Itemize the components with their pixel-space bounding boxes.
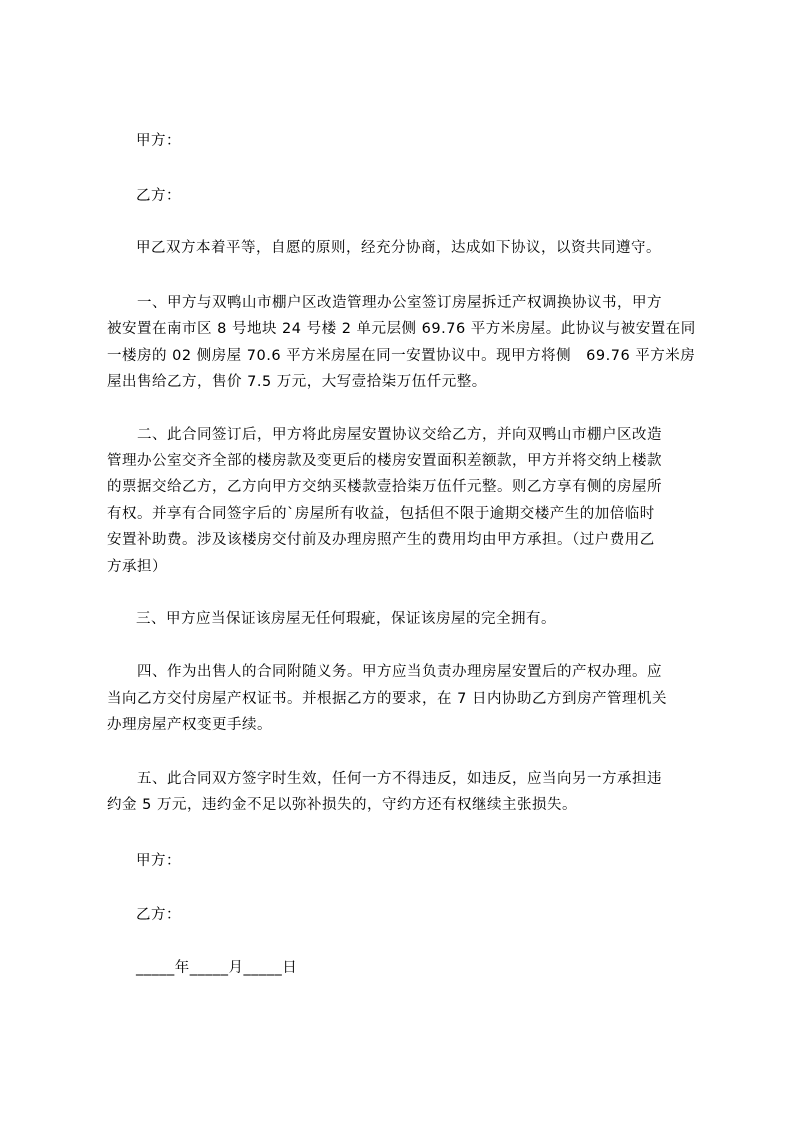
clause5-line-1: 五、此合同双方签字时生效，任何一方不得违反，如违反，应当向另一方承担违 — [137, 771, 662, 787]
signature-date: _____年_____月_____日 — [136, 960, 298, 976]
clause3-line-1: 三、甲方应当保证该房屋无任何瑕疵，保证该房屋的完全拥有。 — [136, 611, 556, 627]
clause2-line-2: 管理办公室交齐全部的楼房款及变更后的楼房安置面积差额款，甲方并将交纳上楼款 — [107, 453, 662, 469]
intro-paragraph: 甲乙双方本着平等，自愿的原则，经充分协商，达成如下协议，以资共同遵守。 — [136, 240, 661, 256]
signature-party-a: 甲方： — [136, 853, 181, 869]
signature-party-b: 乙方： — [136, 907, 181, 923]
clause2-line-6: 方承担） — [107, 559, 167, 575]
clause1-line-3: 一楼房的 02 侧房屋 70.6 平方米房屋在同一安置协议中。现甲方将侧 69.76 平方米房 — [107, 348, 696, 364]
clause4-line-3: 办理房屋产权变更手续。 — [107, 717, 272, 733]
header-party-b: 乙方： — [136, 188, 181, 204]
clause2-line-4: 有权。并享有合同签字后的`房屋所有收益，包括但不限于逾期交楼产生的加倍临时 — [107, 506, 655, 522]
clause2-line-5: 安置补助费。涉及该楼房交付前及办理房照产生的费用均由甲方承担。（过户费用乙 — [107, 532, 655, 548]
clause1-line-4: 屋出售给乙方，售价 7.5 万元，大写壹拾柒万伍仟元整。 — [107, 374, 487, 390]
clause2-line-3: 的票据交给乙方，乙方向甲方交纳买楼款壹拾柒万伍仟元整。则乙方享有侧的房屋所 — [107, 479, 662, 495]
clause1-line-2: 被安置在南市区 8 号地块 24 号楼 2 单元层侧 69.76 平方米房屋。此协议与被安置在同 — [107, 321, 696, 337]
clause2-line-1: 二、此合同签订后，甲方将此房屋安置协议交给乙方，并向双鸭山市棚户区改造 — [137, 427, 662, 443]
clause4-line-1: 四、作为出售人的合同附随义务。甲方应当负责办理房屋安置后的产权办理。应 — [137, 664, 662, 680]
clause4-line-2: 当向乙方交付房屋产权证书。并根据乙方的要求，在 7 日内协助乙方到房产管理机关 — [107, 691, 667, 707]
clause1-line-1: 一、甲方与双鸭山市棚户区改造管理办公室签订房屋拆迁产权调换协议书，甲方 — [137, 295, 662, 311]
clause5-line-2: 约金 5 万元，违约金不足以弥补损失的，守约方还有权继续主张损失。 — [107, 797, 577, 813]
header-party-a: 甲方： — [136, 133, 181, 149]
